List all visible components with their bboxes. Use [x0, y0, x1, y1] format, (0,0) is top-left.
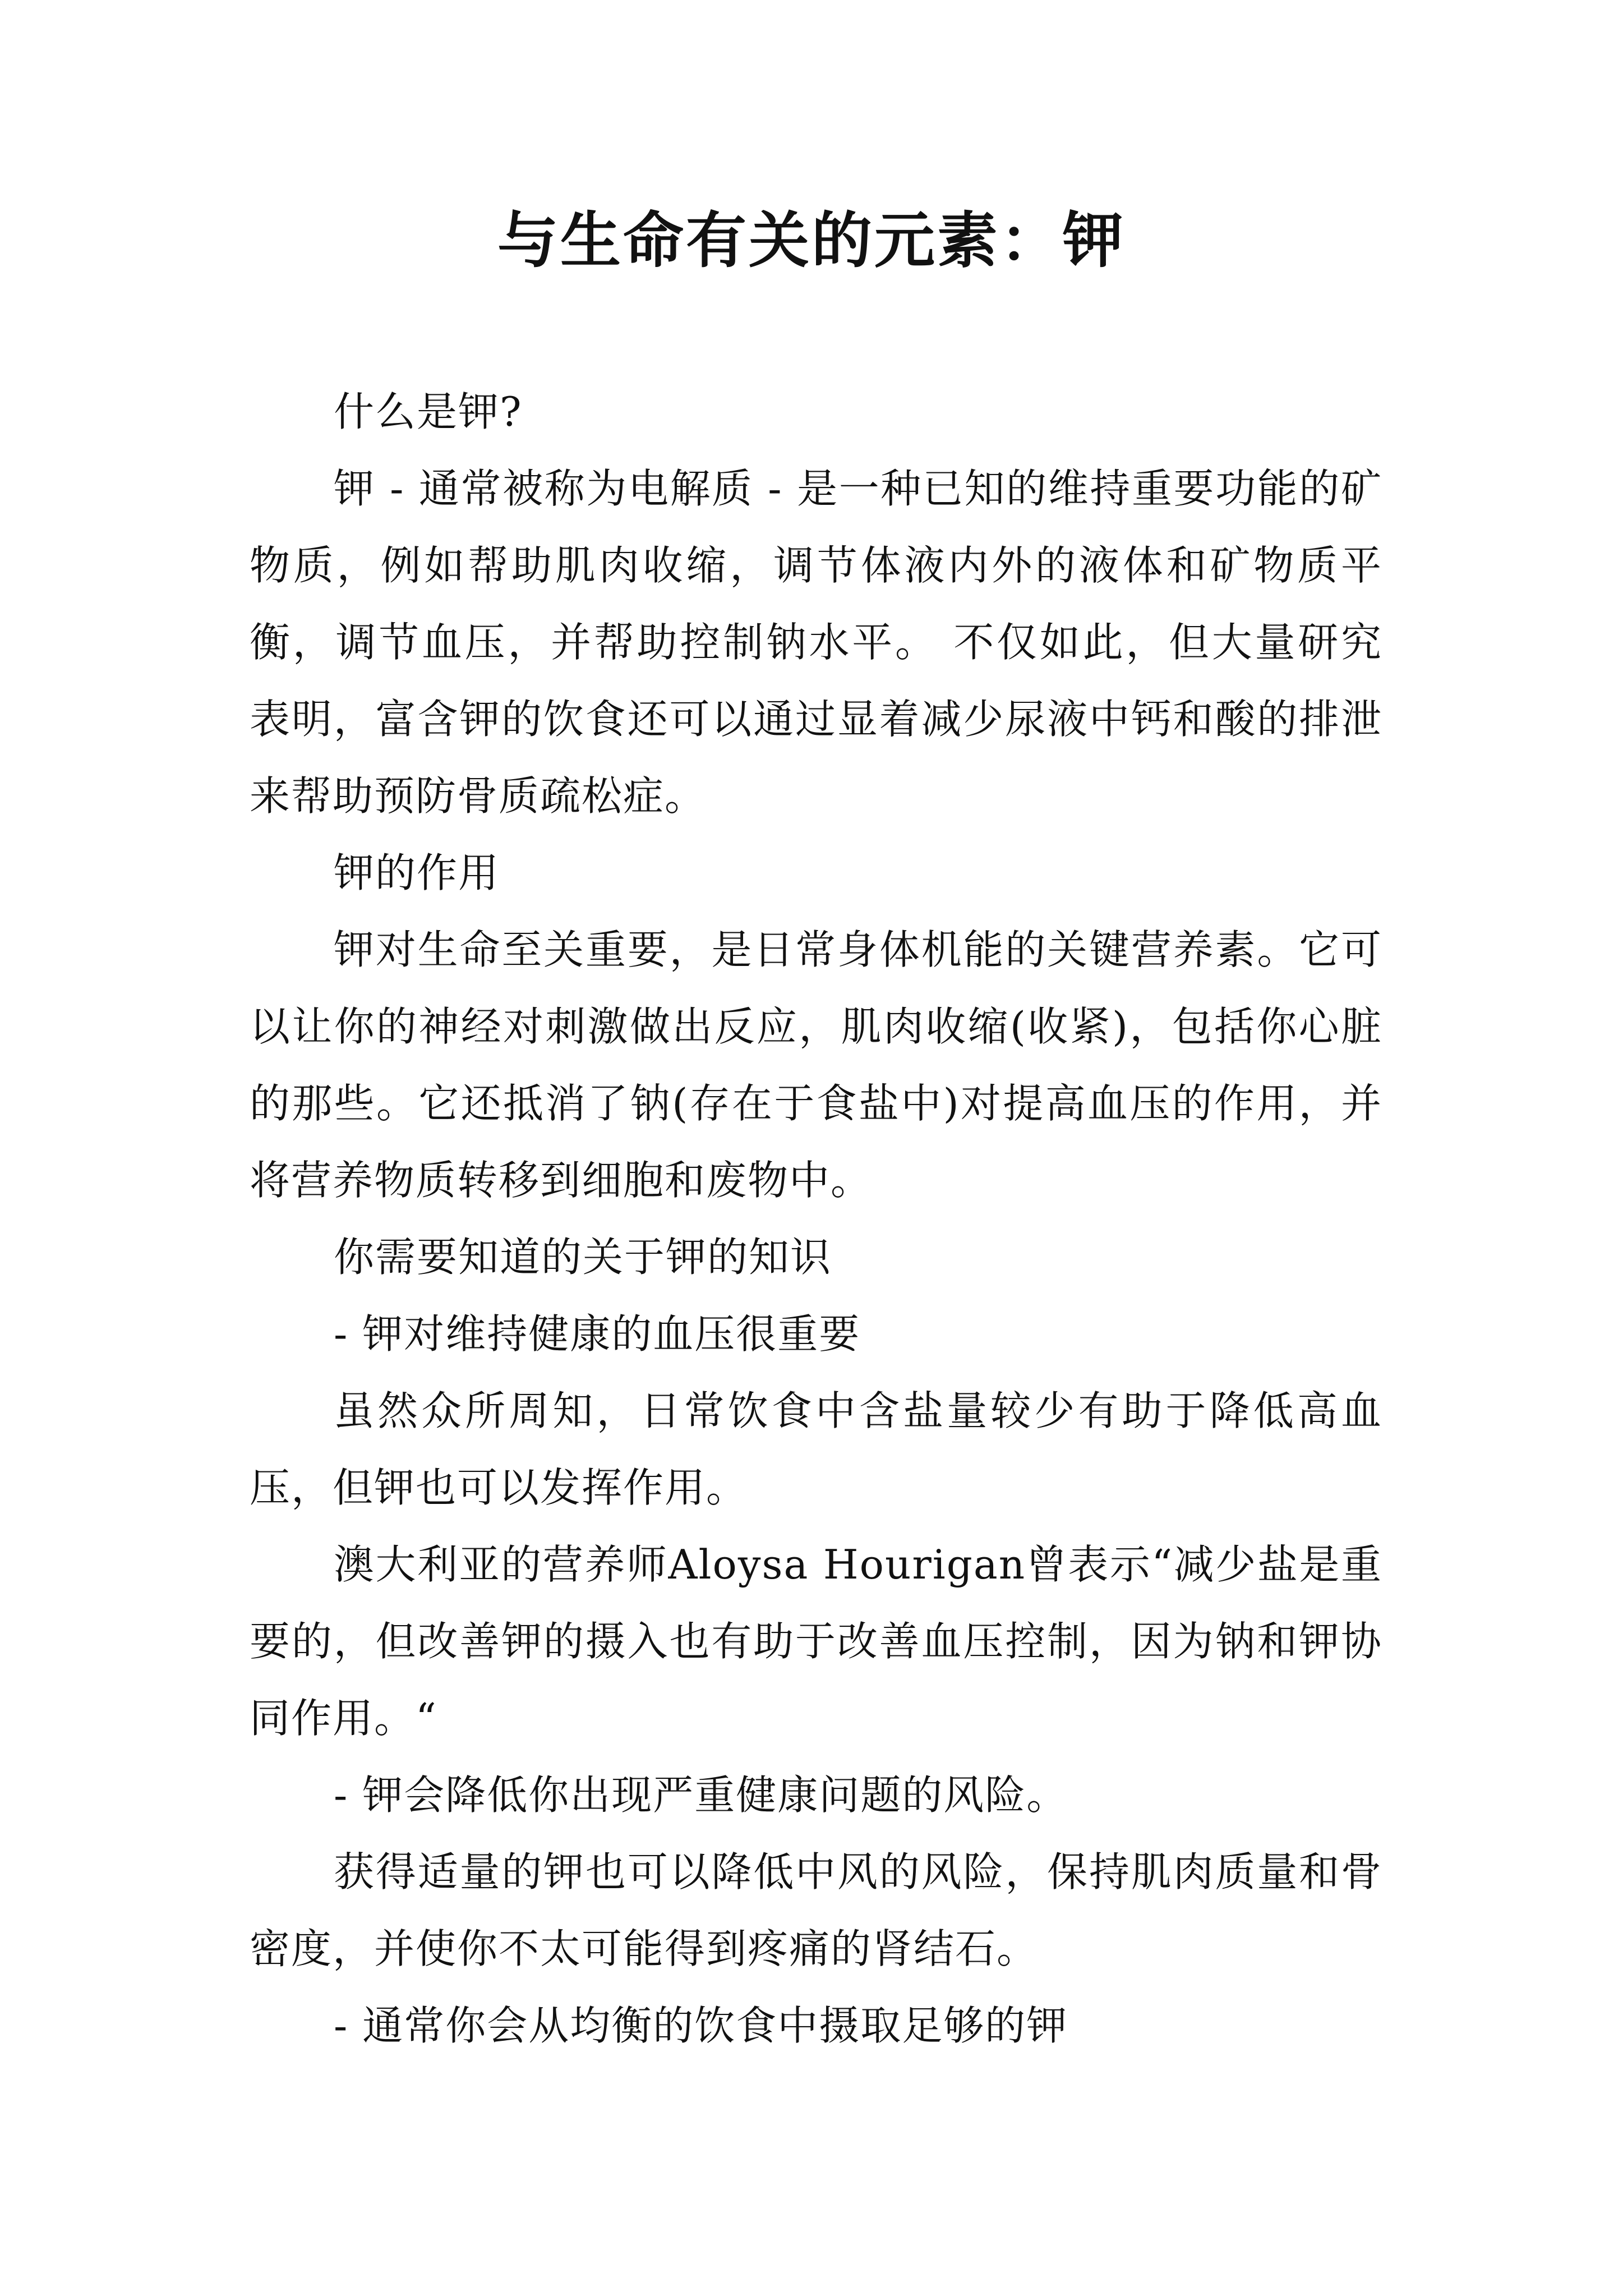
paragraph-stroke: 获得适量的钾也可以降低中风的风险，保持肌肉质量和骨密度，并使你不太可能得到疼痛的肾结石。 [250, 1848, 1382, 1972]
bullet-health-risk: - 钾会降低你出现严重健康问题的风险。 [334, 1772, 1068, 1819]
question-heading-what-is-potassium: 什么是钾? [334, 388, 523, 435]
section-heading-knowledge: 你需要知道的关于钾的知识 [334, 1234, 832, 1281]
bullet-balanced-diet: - 通常你会从均衡的饮食中摄取足够的钾 [334, 2002, 1068, 2049]
paragraph-definition: 钾 - 通常被称为电解质 - 是一种已知的维持重要功能的矿物质，例如帮助肌肉收缩，调节体液内外的液体和矿物质平衡，调节血压，并帮助控制钠水平。 不仅如此，但大量研究表明，富含钾的饮食还可以通过显着减少尿液中钙和酸的排泄来帮助预防骨质疏松症。 [250, 465, 1382, 820]
paragraph-salt: 虽然众所周知，日常饮食中含盐量较少有助于降低高血压，但钾也可以发挥作用。 [250, 1387, 1382, 1511]
paragraph-role: 钾对生命至关重要，是日常身体机能的关键营养素。它可以让你的神经对刺激做出反应，肌肉收缩(收紧)，包括你心脏的那些。它还抵消了钠(存在于食盐中)对提高血压的作用，并将营养物质转移到细胞和废物中。 [250, 926, 1382, 1204]
bullet-blood-pressure: - 钾对维持健康的血压很重要 [334, 1310, 861, 1358]
paragraph-quote: 澳大利亚的营养师Aloysa Hourigan曾表示“减少盐是重要的，但改善钾的摄入也有助于改善血压控制，因为钠和钾协同作用。“ [250, 1541, 1382, 1742]
section-heading-role: 钾的作用 [334, 849, 500, 896]
document-body [250, 374, 1382, 2064]
document-title: 与生命有关的元素：钾 [497, 206, 1126, 276]
